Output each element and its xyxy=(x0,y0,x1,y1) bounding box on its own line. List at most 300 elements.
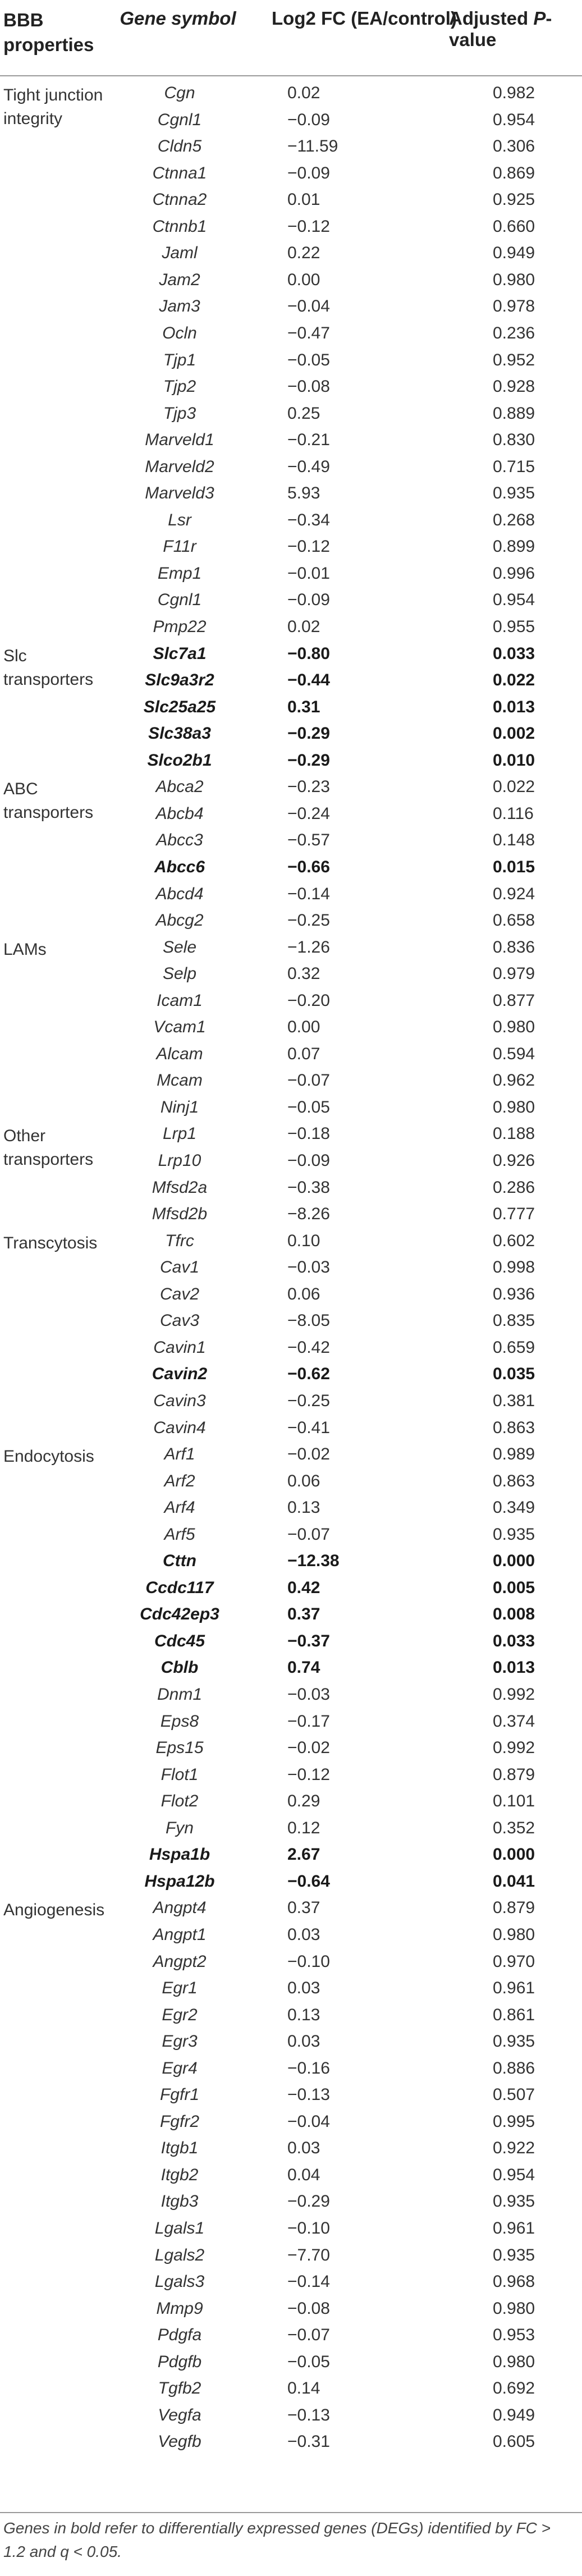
log2fc-cell: −0.57 xyxy=(287,831,330,850)
table-row xyxy=(0,747,582,774)
log2fc-cell: 0.06 xyxy=(287,1471,320,1490)
adjusted-p-cell: 0.005 xyxy=(493,1578,535,1597)
table-row xyxy=(0,881,582,908)
gene-symbol-cell: Abca2 xyxy=(155,777,204,797)
table-row xyxy=(0,2135,582,2162)
table-row xyxy=(0,2188,582,2215)
log2fc-cell: −0.16 xyxy=(287,2058,330,2078)
adjusted-p-cell: 0.008 xyxy=(493,1605,535,1624)
log2fc-cell: −0.02 xyxy=(287,1738,330,1758)
log2fc-cell: −0.23 xyxy=(287,777,330,797)
table-row xyxy=(0,827,582,854)
gene-symbol-cell: Lgals2 xyxy=(154,2245,205,2264)
adjusted-p-cell: 0.507 xyxy=(493,2085,535,2104)
gene-symbol-cell: Mfsd2a xyxy=(152,1178,208,1197)
adjusted-p-cell: 0.952 xyxy=(493,350,535,369)
adjusted-p-cell: 0.980 xyxy=(493,2352,535,2371)
table-row xyxy=(0,1254,582,1281)
log2fc-cell: −0.05 xyxy=(287,350,330,369)
adjusted-p-cell: 0.954 xyxy=(493,110,535,129)
header-adjusted-p xyxy=(449,8,582,51)
log2fc-cell: −0.14 xyxy=(287,884,330,903)
log2fc-cell: −0.29 xyxy=(287,2192,330,2211)
log2fc-cell: −0.14 xyxy=(287,2272,330,2291)
log2fc-cell: −0.02 xyxy=(287,1445,330,1464)
adjusted-p-cell: 0.033 xyxy=(493,644,535,663)
gene-symbol-cell: Egr4 xyxy=(162,2058,198,2078)
gene-symbol-cell: Cav1 xyxy=(159,1258,200,1277)
gene-symbol-cell: Arf4 xyxy=(164,1498,195,1517)
gene-symbol-cell: Itgb1 xyxy=(161,2139,199,2158)
table-row xyxy=(0,800,582,827)
gene-symbol-cell: Fyn xyxy=(165,1818,194,1837)
adjusted-p-cell: 0.286 xyxy=(493,1178,535,1197)
log2fc-cell: −0.12 xyxy=(287,217,330,236)
table-row xyxy=(0,1948,582,1975)
adjusted-p-cell: 0.863 xyxy=(493,1471,535,1490)
log2fc-cell: 0.37 xyxy=(287,1898,320,1918)
adjusted-p-cell: 0.381 xyxy=(493,1391,535,1410)
table-row xyxy=(0,2268,582,2295)
table-row xyxy=(0,2055,582,2082)
adjusted-p-cell: 0.935 xyxy=(493,2032,535,2051)
category-cell: Other transporters xyxy=(3,1127,94,1169)
table-row xyxy=(0,1548,582,1575)
table-row xyxy=(0,2242,582,2269)
log2fc-cell: 0.03 xyxy=(287,1925,320,1944)
gene-symbol-cell: Cldn5 xyxy=(157,137,202,156)
log2fc-cell: −0.29 xyxy=(287,724,330,743)
table-row xyxy=(0,854,582,881)
log2fc-cell: −0.07 xyxy=(287,1071,330,1090)
table-row xyxy=(0,2322,582,2349)
adjusted-p-cell: 0.605 xyxy=(493,2432,535,2451)
adjusted-p-cell: 0.962 xyxy=(493,1071,535,1090)
log2fc-cell: −0.05 xyxy=(287,1097,330,1117)
log2fc-cell: 0.03 xyxy=(287,2032,320,2051)
log2fc-cell: 0.00 xyxy=(287,270,320,289)
adjusted-p-cell: 0.935 xyxy=(493,2192,535,2211)
log2fc-cell: −0.10 xyxy=(287,2219,330,2238)
table-row xyxy=(0,1415,582,1442)
table-row xyxy=(0,1468,582,1495)
adjusted-p-cell: 0.980 xyxy=(493,1097,535,1117)
adjusted-p-cell: 0.835 xyxy=(493,1311,535,1330)
adjusted-p-cell: 0.935 xyxy=(493,2245,535,2264)
adjusted-p-cell: 0.936 xyxy=(493,1284,535,1303)
adjusted-p-cell: 0.889 xyxy=(493,404,535,423)
table-row xyxy=(0,507,582,534)
log2fc-cell: 0.00 xyxy=(287,1018,320,1037)
table-row xyxy=(0,1228,582,1255)
log2fc-cell: 0.02 xyxy=(287,617,320,636)
table-row xyxy=(0,1575,582,1602)
log2fc-cell: −0.38 xyxy=(287,1178,330,1197)
gene-symbol-cell: Vegfa xyxy=(158,2405,201,2424)
gene-symbol-cell: Egr2 xyxy=(162,2005,198,2024)
log2fc-cell: 0.14 xyxy=(287,2379,320,2398)
log2fc-cell: 0.74 xyxy=(287,1658,320,1677)
log2fc-cell: 0.06 xyxy=(287,1284,320,1303)
table-row xyxy=(0,373,582,400)
adjusted-p-cell: 0.000 xyxy=(493,1552,535,1571)
log2fc-cell: −0.05 xyxy=(287,2352,330,2371)
adjusted-p-cell: 0.935 xyxy=(493,1525,535,1544)
log2fc-cell: 0.31 xyxy=(287,697,320,716)
gene-symbol-cell: Tfrc xyxy=(165,1231,194,1250)
gene-symbol-cell: Slc7a1 xyxy=(153,644,207,663)
adjusted-p-cell: 0.863 xyxy=(493,1418,535,1437)
gene-symbol-cell: Jaml xyxy=(162,244,198,263)
table-row xyxy=(0,293,582,320)
log2fc-cell: 0.13 xyxy=(287,1498,320,1517)
table-row xyxy=(0,1895,582,1921)
table-row xyxy=(0,347,582,374)
log2fc-cell: 0.01 xyxy=(287,190,320,209)
gene-symbol-cell: Lgals3 xyxy=(154,2272,205,2291)
table-row xyxy=(0,2402,582,2429)
table-row xyxy=(0,213,582,240)
log2fc-cell: −0.09 xyxy=(287,1151,330,1170)
log2fc-cell: −0.17 xyxy=(287,1712,330,1731)
log2fc-cell: −0.09 xyxy=(287,110,330,129)
log2fc-cell: −0.66 xyxy=(287,857,330,876)
gene-symbol-cell: Jam3 xyxy=(159,297,200,316)
gene-symbol-cell: Marveld3 xyxy=(145,484,214,503)
adjusted-p-cell: 0.659 xyxy=(493,1338,535,1357)
gene-symbol-cell: Eps15 xyxy=(155,1738,204,1758)
log2fc-cell: −0.09 xyxy=(287,163,330,182)
log2fc-cell: 0.25 xyxy=(287,404,320,423)
log2fc-cell: −0.01 xyxy=(287,564,330,583)
log2fc-cell: −0.09 xyxy=(287,591,330,610)
adjusted-p-cell: 0.886 xyxy=(493,2058,535,2078)
adjusted-p-cell: 0.980 xyxy=(493,1018,535,1037)
table-row xyxy=(0,1735,582,1761)
table-row xyxy=(0,960,582,987)
adjusted-p-cell: 0.594 xyxy=(493,1044,535,1063)
table-row xyxy=(0,107,582,134)
log2fc-cell: 5.93 xyxy=(287,484,320,503)
gene-symbol-cell: Icam1 xyxy=(157,991,203,1010)
log2fc-cell: 0.32 xyxy=(287,964,320,983)
adjusted-p-cell: 0.101 xyxy=(493,1792,535,1811)
log2fc-cell: −0.04 xyxy=(287,2112,330,2131)
table-row xyxy=(0,133,582,160)
gene-symbol-cell: Lrp10 xyxy=(158,1151,201,1170)
header-bbb-properties: BBB properties xyxy=(3,10,94,55)
gene-symbol-cell: Abcg2 xyxy=(155,911,204,930)
log2fc-cell: −0.13 xyxy=(287,2085,330,2104)
adjusted-p-cell: 0.022 xyxy=(493,671,535,690)
adjusted-p-cell: 0.879 xyxy=(493,1898,535,1918)
adjusted-p-cell: 0.236 xyxy=(493,323,535,342)
adjusted-p-cell: 0.692 xyxy=(493,2379,535,2398)
category-cell: Endocytosis xyxy=(3,1447,94,1466)
gene-symbol-cell: Pdgfb xyxy=(157,2352,202,2371)
adjusted-p-cell: 0.306 xyxy=(493,137,535,156)
log2fc-cell: −0.49 xyxy=(287,457,330,476)
table-row xyxy=(0,533,582,560)
table-row xyxy=(0,560,582,587)
gene-symbol-cell: Arf2 xyxy=(164,1471,195,1490)
header-adjusted-p-italic: P xyxy=(533,8,546,29)
table-row xyxy=(0,1441,582,1468)
table-row xyxy=(0,1681,582,1708)
table-row xyxy=(0,1361,582,1388)
log2fc-cell: 0.07 xyxy=(287,1044,320,1063)
log2fc-cell: −8.26 xyxy=(287,1205,330,1224)
adjusted-p-cell: 0.935 xyxy=(493,484,535,503)
gene-symbol-cell: Itgb3 xyxy=(161,2192,199,2211)
log2fc-cell: −0.44 xyxy=(287,671,330,690)
gene-symbol-cell: Lsr xyxy=(168,510,191,529)
log2fc-cell: 0.10 xyxy=(287,1231,320,1250)
adjusted-p-cell: 0.968 xyxy=(493,2272,535,2291)
gene-symbol-cell: Cav3 xyxy=(159,1311,200,1330)
adjusted-p-cell: 0.658 xyxy=(493,911,535,930)
adjusted-p-cell: 0.879 xyxy=(493,1765,535,1784)
adjusted-p-cell: 0.374 xyxy=(493,1712,535,1731)
log2fc-cell: 0.13 xyxy=(287,2005,320,2024)
table-row xyxy=(0,1067,582,1094)
log2fc-cell: −0.20 xyxy=(287,991,330,1010)
gene-symbol-cell: Itgb2 xyxy=(161,2165,199,2184)
adjusted-p-cell: 0.949 xyxy=(493,2405,535,2424)
gene-symbol-cell: Tjp3 xyxy=(163,404,196,423)
header-log2fc: Log2 FC (EA/control) xyxy=(272,8,457,29)
table-row xyxy=(0,1041,582,1068)
adjusted-p-cell: 0.877 xyxy=(493,991,535,1010)
log2fc-cell: −0.07 xyxy=(287,1525,330,1544)
gene-symbol-cell: Marveld1 xyxy=(145,431,214,450)
gene-symbol-cell: Mmp9 xyxy=(156,2299,203,2318)
gene-symbol-cell: Lgals1 xyxy=(154,2219,205,2238)
log2fc-cell: −0.41 xyxy=(287,1418,330,1437)
table-row xyxy=(0,2002,582,2029)
table-row xyxy=(0,454,582,481)
log2fc-cell: −0.10 xyxy=(287,1952,330,1971)
gene-symbol-cell: Jam2 xyxy=(159,270,200,289)
table-row xyxy=(0,1174,582,1201)
gene-symbol-cell: Tgfb2 xyxy=(158,2379,201,2398)
gene-symbol-cell: Dnm1 xyxy=(157,1685,203,1704)
gene-symbol-cell: Ocln xyxy=(162,323,197,342)
log2fc-cell: 0.04 xyxy=(287,2165,320,2184)
adjusted-p-cell: 0.010 xyxy=(493,751,535,770)
adjusted-p-cell: 0.861 xyxy=(493,2005,535,2024)
gene-symbol-cell: Cavin4 xyxy=(153,1418,206,1437)
gene-symbol-cell: Ccdc117 xyxy=(145,1578,214,1597)
table-row xyxy=(0,1601,582,1628)
table-row xyxy=(0,1788,582,1815)
adjusted-p-cell: 0.268 xyxy=(493,510,535,529)
table-header xyxy=(0,0,582,76)
category-cell: Slc transporters xyxy=(3,646,94,689)
log2fc-cell: 0.29 xyxy=(287,1792,320,1811)
adjusted-p-cell: 0.961 xyxy=(493,1979,535,1998)
gene-symbol-cell: Pdgfa xyxy=(157,2326,202,2345)
log2fc-cell: −0.08 xyxy=(287,377,330,396)
adjusted-p-cell: 0.989 xyxy=(493,1445,535,1464)
adjusted-p-cell: 0.998 xyxy=(493,1258,535,1277)
log2fc-cell: −0.64 xyxy=(287,1872,330,1891)
log2fc-cell: −0.13 xyxy=(287,2405,330,2424)
gene-symbol-cell: Mfsd2b xyxy=(152,1205,208,1224)
adjusted-p-cell: 0.022 xyxy=(493,777,535,797)
adjusted-p-cell: 0.602 xyxy=(493,1231,535,1250)
log2fc-cell: 0.03 xyxy=(287,2139,320,2158)
gene-symbol-cell: Cavin1 xyxy=(153,1338,206,1357)
category-cell: LAMs xyxy=(3,940,47,959)
gene-symbol-cell: Fgfr1 xyxy=(159,2085,200,2104)
log2fc-cell: −0.47 xyxy=(287,323,330,342)
adjusted-p-cell: 0.953 xyxy=(493,2326,535,2345)
table-row xyxy=(0,1761,582,1788)
gene-symbol-cell: Ctnna2 xyxy=(152,190,207,209)
gene-symbol-cell: Egr3 xyxy=(162,2032,198,2051)
adjusted-p-cell: 0.000 xyxy=(493,1845,535,1864)
log2fc-cell: −0.34 xyxy=(287,510,330,529)
log2fc-cell: −0.31 xyxy=(287,2432,330,2451)
adjusted-p-cell: 0.949 xyxy=(493,244,535,263)
adjusted-p-cell: 0.013 xyxy=(493,1658,535,1677)
gene-symbol-cell: Cavin3 xyxy=(153,1391,206,1410)
table-row xyxy=(0,907,582,934)
table-row xyxy=(0,1521,582,1548)
log2fc-cell: 0.22 xyxy=(287,244,320,263)
adjusted-p-cell: 0.996 xyxy=(493,564,535,583)
gene-symbol-cell: Alcam xyxy=(156,1044,203,1063)
adjusted-p-cell: 0.980 xyxy=(493,1925,535,1944)
adjusted-p-cell: 0.980 xyxy=(493,270,535,289)
log2fc-cell: 0.42 xyxy=(287,1578,320,1597)
gene-symbol-cell: Hspa1b xyxy=(149,1845,210,1864)
log2fc-cell: −0.24 xyxy=(287,804,330,823)
adjusted-p-cell: 0.188 xyxy=(493,1124,535,1143)
adjusted-p-cell: 0.928 xyxy=(493,377,535,396)
gene-symbol-cell: Tjp2 xyxy=(163,377,196,396)
adjusted-p-cell: 0.954 xyxy=(493,2165,535,2184)
gene-symbol-cell: Arf5 xyxy=(164,1525,195,1544)
gene-symbol-cell: Abcc6 xyxy=(154,857,205,876)
log2fc-cell: −0.12 xyxy=(287,537,330,556)
gene-symbol-cell: Cttn xyxy=(163,1552,196,1571)
adjusted-p-cell: 0.715 xyxy=(493,457,535,476)
log2fc-cell: 0.02 xyxy=(287,84,320,102)
table-row xyxy=(0,427,582,454)
gene-symbol-cell: Pmp22 xyxy=(153,617,207,636)
adjusted-p-cell: 0.015 xyxy=(493,857,535,876)
table-row xyxy=(0,1147,582,1174)
gene-symbol-cell: Cgn xyxy=(164,84,195,102)
table-row xyxy=(0,614,582,640)
gene-symbol-cell: Cdc42ep3 xyxy=(140,1605,219,1624)
adjusted-p-cell: 0.992 xyxy=(493,1685,535,1704)
adjusted-p-cell: 0.777 xyxy=(493,1205,535,1224)
table-row xyxy=(0,480,582,507)
category-cell: ABC transporters xyxy=(3,780,94,822)
gene-symbol-cell: Slco2b1 xyxy=(147,751,212,770)
gene-symbol-cell: Abcb4 xyxy=(155,804,204,823)
gene-symbol-cell: Cgnl1 xyxy=(157,110,202,129)
table-row xyxy=(0,2375,582,2402)
gene-symbol-cell: Cav2 xyxy=(159,1284,200,1303)
adjusted-p-cell: 0.033 xyxy=(493,1631,535,1650)
log2fc-cell: 0.12 xyxy=(287,1818,320,1837)
log2fc-cell: −0.25 xyxy=(287,1391,330,1410)
table-row xyxy=(0,694,582,721)
table-row xyxy=(0,934,582,961)
gene-symbol-cell: Egr1 xyxy=(162,1979,198,1998)
gene-symbol-cell: Cblb xyxy=(161,1658,199,1677)
adjusted-p-cell: 0.982 xyxy=(493,84,535,102)
adjusted-p-cell: 0.013 xyxy=(493,697,535,716)
adjusted-p-cell: 0.035 xyxy=(493,1365,535,1384)
adjusted-p-cell: 0.954 xyxy=(493,591,535,610)
table-row xyxy=(0,1708,582,1735)
gene-symbol-cell: Sele xyxy=(162,937,197,957)
log2fc-cell: −0.42 xyxy=(287,1338,330,1357)
log2fc-cell: −0.80 xyxy=(287,644,330,663)
log2fc-cell: −0.04 xyxy=(287,297,330,316)
adjusted-p-cell: 0.955 xyxy=(493,617,535,636)
table-row xyxy=(0,1334,582,1361)
log2fc-cell: −0.18 xyxy=(287,1124,330,1143)
adjusted-p-cell: 0.830 xyxy=(493,431,535,450)
adjusted-p-cell: 0.899 xyxy=(493,537,535,556)
adjusted-p-cell: 0.961 xyxy=(493,2219,535,2238)
log2fc-cell: −12.38 xyxy=(287,1552,340,1571)
gene-symbol-cell: Abcd4 xyxy=(155,884,204,903)
gene-symbol-cell: Cgnl1 xyxy=(157,591,202,610)
table-row xyxy=(0,1307,582,1334)
table-row xyxy=(0,587,582,614)
adjusted-p-cell: 0.148 xyxy=(493,831,535,850)
table-row xyxy=(0,1094,582,1121)
gene-symbol-cell: Eps8 xyxy=(160,1712,199,1731)
adjusted-p-cell: 0.041 xyxy=(493,1872,535,1891)
log2fc-cell: −0.62 xyxy=(287,1365,330,1384)
table-row xyxy=(0,2428,582,2455)
gene-symbol-cell: Flot2 xyxy=(161,1792,199,1811)
gene-symbol-cell: Selp xyxy=(162,964,197,983)
adjusted-p-cell: 0.002 xyxy=(493,724,535,743)
adjusted-p-cell: 0.116 xyxy=(493,804,534,823)
log2fc-cell: −11.59 xyxy=(287,137,338,156)
gene-symbol-cell: Slc9a3r2 xyxy=(145,671,214,690)
header-adjusted-p-suffix: -value xyxy=(449,8,552,50)
log2fc-cell: −0.03 xyxy=(287,1685,330,1704)
adjusted-p-cell: 0.992 xyxy=(493,1738,535,1758)
adjusted-p-cell: 0.980 xyxy=(493,2299,535,2318)
gene-symbol-cell: Emp1 xyxy=(157,564,202,583)
gene-symbol-cell: Lrp1 xyxy=(162,1124,197,1143)
gene-symbol-cell: Fgfr2 xyxy=(159,2112,200,2131)
log2fc-cell: −8.05 xyxy=(287,1311,330,1330)
table-footnote: Genes in bold refer to differentially expressed genes (DEGs) identified by FC > 1.2 and q < 0.05. xyxy=(3,2519,551,2560)
table-row xyxy=(0,1494,582,1521)
table-row xyxy=(0,240,582,267)
category-cell: Transcytosis xyxy=(3,1233,98,1252)
gene-symbol-cell: Hspa12b xyxy=(144,1872,215,1891)
table-row xyxy=(0,2028,582,2055)
table-row xyxy=(0,2349,582,2376)
table-row xyxy=(0,2215,582,2242)
adjusted-p-cell: 0.352 xyxy=(493,1818,535,1837)
log2fc-cell: −0.37 xyxy=(287,1631,330,1650)
header-adjusted-p-prefix: Adjusted xyxy=(449,8,534,29)
